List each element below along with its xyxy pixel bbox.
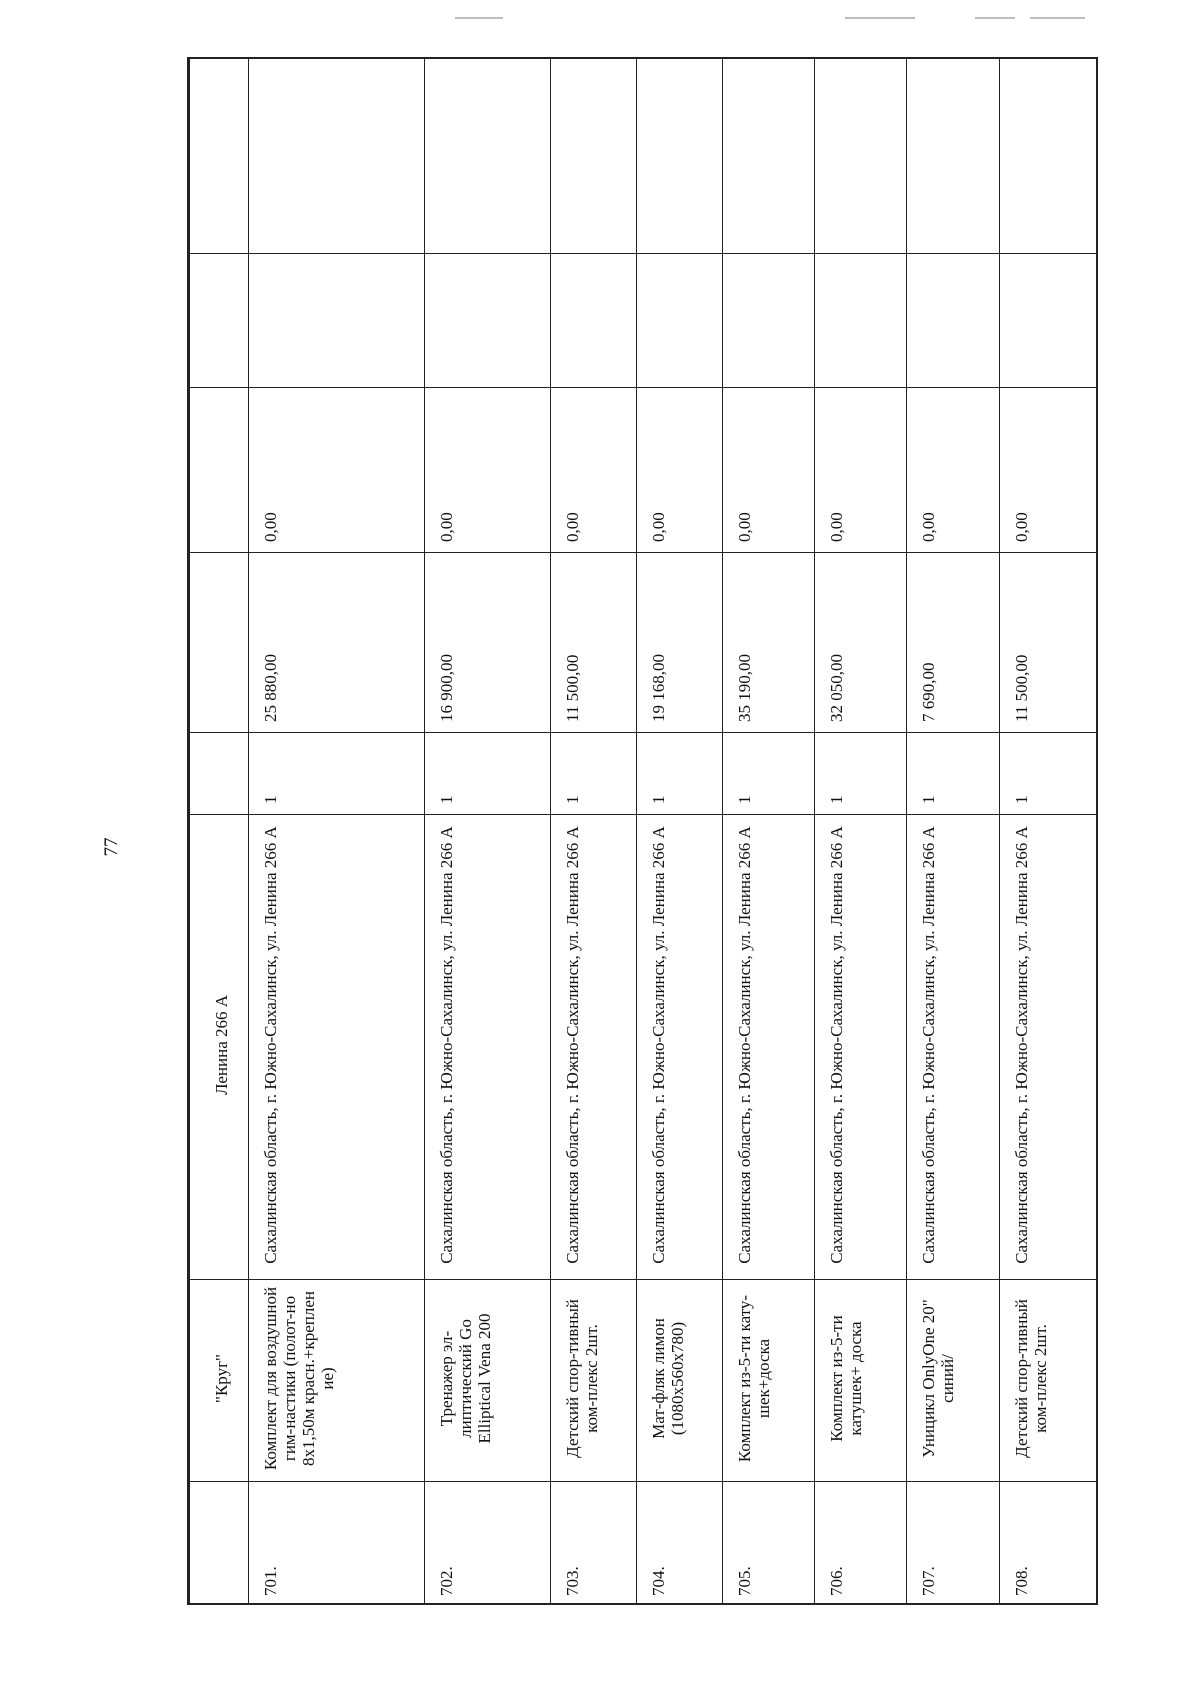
row-empty-cell	[425, 59, 550, 254]
row-number-cell: 702.	[425, 1482, 550, 1606]
row-name-cell: Мат-фляк лимон (1080х560х780)	[636, 1280, 722, 1482]
row-price-cell: 11 500,00	[550, 553, 636, 733]
table-header-row	[190, 59, 249, 1606]
row-empty-cell	[636, 59, 722, 254]
header-empty-cell	[190, 59, 249, 254]
header-number-cell	[190, 1482, 249, 1606]
row-number-cell: 706.	[814, 1482, 906, 1606]
row-number-cell: 701.	[249, 1482, 425, 1606]
header-name-cell: "Круг"	[190, 1280, 249, 1482]
header-price-cell	[190, 553, 249, 733]
header-quantity-cell	[190, 733, 249, 815]
inventory-table	[189, 58, 1098, 1605]
inventory-table-frame	[187, 57, 1098, 1605]
row-empty-cell	[907, 59, 999, 254]
row-value-cell: 0,00	[814, 388, 906, 553]
page-number: 77	[101, 837, 122, 857]
row-number-cell: 703.	[550, 1482, 636, 1606]
row-empty-cell	[814, 254, 906, 388]
rotated-table-wrapper	[189, 59, 1098, 1605]
row-value-cell: 0,00	[249, 388, 425, 553]
row-price-cell: 16 900,00	[425, 553, 550, 733]
row-empty-cell	[550, 254, 636, 388]
row-price-cell: 19 168,00	[636, 553, 722, 733]
row-name-cell: Тренажер эл-липтический Go Elliptical Vena 200	[425, 1280, 550, 1482]
row-quantity-cell: 1	[425, 733, 550, 815]
row-quantity-cell: 1	[814, 733, 906, 815]
row-empty-cell	[722, 59, 814, 254]
row-empty-cell	[249, 59, 425, 254]
row-name-cell: Комплект из-5-ти катушек+ доска	[814, 1280, 906, 1482]
table-row	[907, 59, 999, 1606]
table-row	[999, 59, 1098, 1606]
row-name-cell: Комплект из-5-ти кату-шек+доска	[722, 1280, 814, 1482]
row-empty-cell	[249, 254, 425, 388]
row-number-cell: 704.	[636, 1482, 722, 1606]
row-empty-cell	[999, 59, 1098, 254]
row-address-cell: Сахалинская область, г. Южно-Сахалинск, ул. Ленина 266 А	[425, 815, 550, 1280]
row-empty-cell	[999, 254, 1098, 388]
row-price-cell: 7 690,00	[907, 553, 999, 733]
row-empty-cell	[722, 254, 814, 388]
row-value-cell: 0,00	[999, 388, 1098, 553]
row-number-cell: 705.	[722, 1482, 814, 1606]
row-name-cell: Детский спор-тивный ком-плекс 2шт.	[550, 1280, 636, 1482]
row-value-cell: 0,00	[550, 388, 636, 553]
scan-artifact	[455, 17, 503, 19]
scan-artifact	[1030, 17, 1085, 19]
row-value-cell: 0,00	[907, 388, 999, 553]
row-address-cell: Сахалинская область, г. Южно-Сахалинск, ул. Ленина 266 А	[636, 815, 722, 1280]
row-price-cell: 25 880,00	[249, 553, 425, 733]
row-name-cell: Комплект для воздушной гим-настики (полот-но 8х1,50м красн.+креплен ие)	[249, 1280, 425, 1482]
row-quantity-cell: 1	[722, 733, 814, 815]
header-value-cell	[190, 388, 249, 553]
row-name-cell: Уницикл OnlyOne 20" синий/	[907, 1280, 999, 1482]
row-value-cell: 0,00	[425, 388, 550, 553]
row-empty-cell	[636, 254, 722, 388]
row-price-cell: 32 050,00	[814, 553, 906, 733]
header-address-cell: Ленина 266 А	[190, 815, 249, 1280]
row-address-cell: Сахалинская область, г. Южно-Сахалинск, ул. Ленина 266 А	[814, 815, 906, 1280]
table-row	[249, 59, 425, 1606]
row-quantity-cell: 1	[636, 733, 722, 815]
row-empty-cell	[907, 254, 999, 388]
table-row	[636, 59, 722, 1606]
row-address-cell: Сахалинская область, г. Южно-Сахалинск, ул. Ленина 266 А	[907, 815, 999, 1280]
row-value-cell: 0,00	[636, 388, 722, 553]
row-number-cell: 708.	[999, 1482, 1098, 1606]
table-row	[814, 59, 906, 1606]
row-quantity-cell: 1	[249, 733, 425, 815]
row-quantity-cell: 1	[907, 733, 999, 815]
row-address-cell: Сахалинская область, г. Южно-Сахалинск, ул. Ленина 266 А	[999, 815, 1098, 1280]
row-price-cell: 35 190,00	[722, 553, 814, 733]
row-empty-cell	[425, 254, 550, 388]
row-address-cell: Сахалинская область, г. Южно-Сахалинск, ул. Ленина 266 А	[722, 815, 814, 1280]
row-price-cell: 11 500,00	[999, 553, 1098, 733]
row-empty-cell	[814, 59, 906, 254]
row-value-cell: 0,00	[722, 388, 814, 553]
scan-artifact	[845, 17, 915, 19]
scan-artifact	[975, 17, 1015, 19]
row-address-cell: Сахалинская область, г. Южно-Сахалинск, ул. Ленина 266 А	[550, 815, 636, 1280]
table-row	[722, 59, 814, 1606]
table-row	[550, 59, 636, 1606]
row-address-cell: Сахалинская область, г. Южно-Сахалинск, ул. Ленина 266 А	[249, 815, 425, 1280]
row-empty-cell	[550, 59, 636, 254]
table-row	[425, 59, 550, 1606]
header-empty-cell	[190, 254, 249, 388]
row-number-cell: 707.	[907, 1482, 999, 1606]
row-quantity-cell: 1	[550, 733, 636, 815]
row-name-cell: Детский спор-тивный ком-плекс 2шт.	[999, 1280, 1098, 1482]
row-quantity-cell: 1	[999, 733, 1098, 815]
